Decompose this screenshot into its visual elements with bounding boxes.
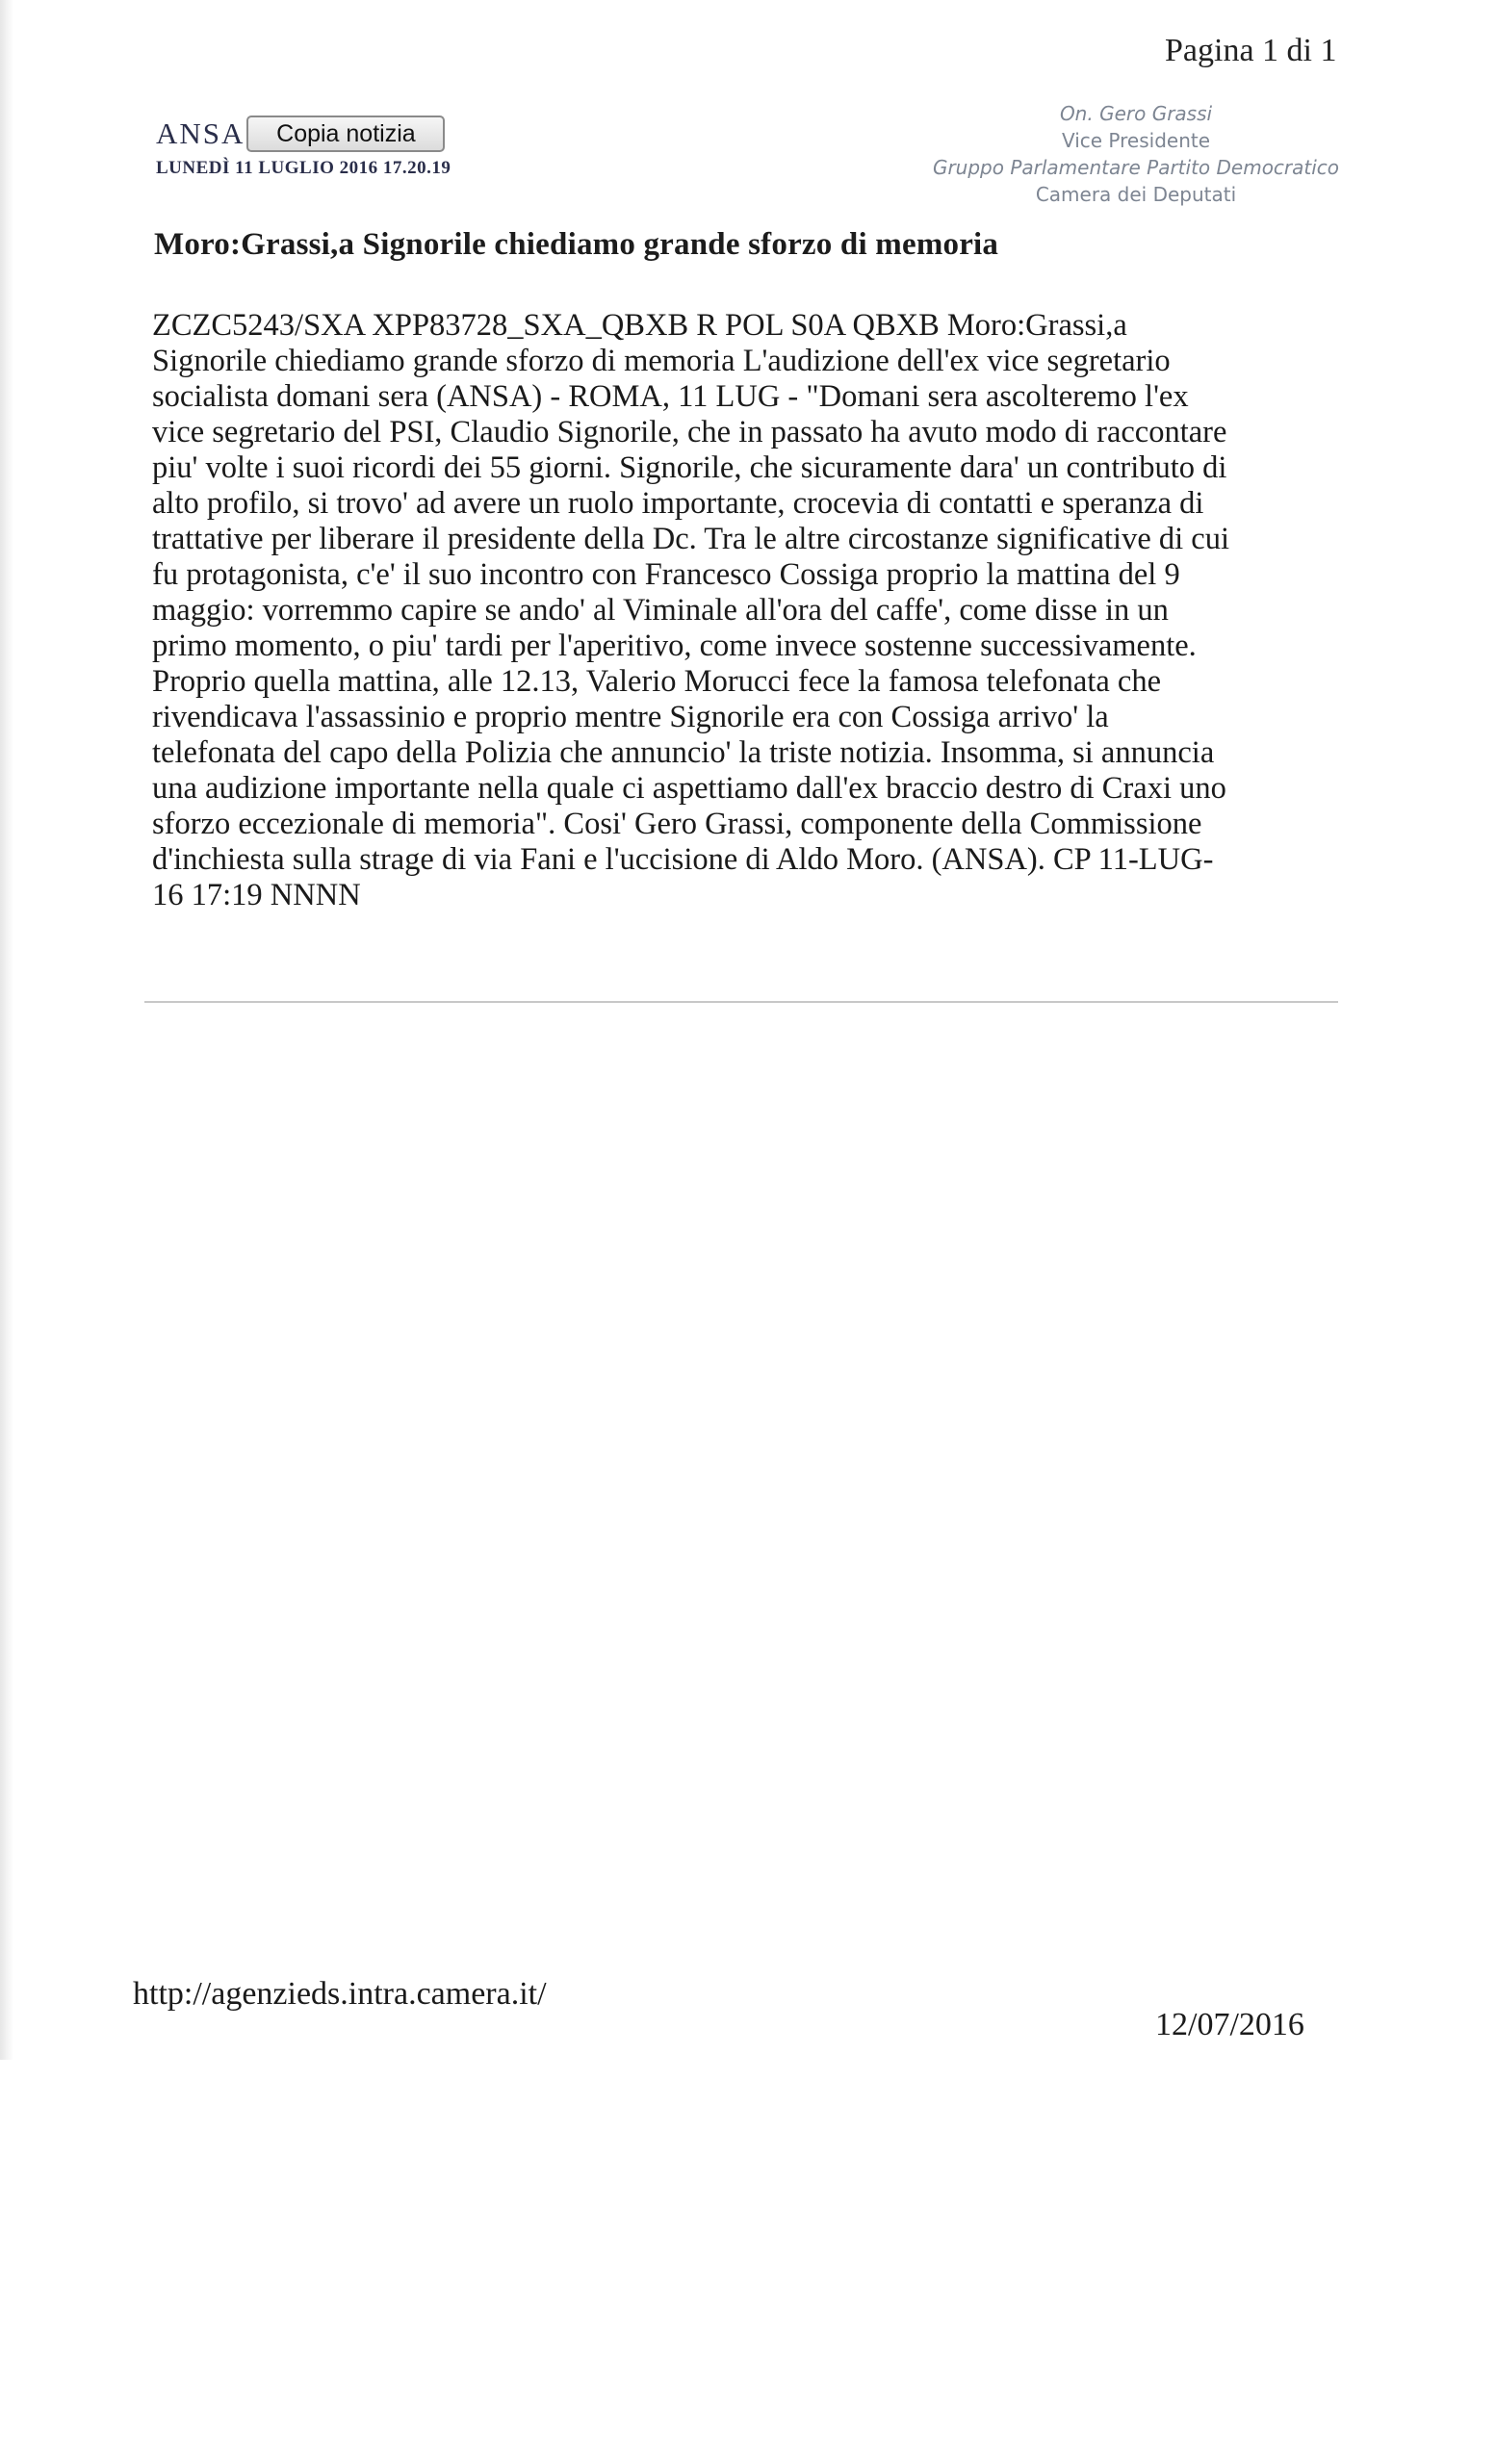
article-line: Signorile chiediamo grande sforzo di memoria L'audizione dell'ex vice segretario [152, 344, 1171, 378]
article-line: fu protagonista, c'e' il suo incontro con Francesco Cossiga proprio la mattina del 9 [152, 557, 1180, 592]
scan-edge-shadow [0, 0, 13, 2060]
ansa-logo-row [156, 116, 451, 152]
page-number: Pagina 1 di 1 [1165, 33, 1337, 68]
article-line: socialista domani sera (ANSA) - ROMA, 11 LUG - "Domani sera ascolteremo l'ex [152, 379, 1189, 414]
article-body [152, 308, 1336, 913]
article-line: alto profilo, si trovo' ad avere un ruolo importante, crocevia di contatti e speranza di [152, 486, 1204, 521]
article-line: maggio: vorremmo capire se ando' al Viminale all'ora del caffe', come disse in un [152, 593, 1169, 628]
article-headline: Moro:Grassi,a Signorile chiediamo grande sforzo di memoria [154, 227, 999, 262]
article-separator [144, 1001, 1338, 1003]
article-line: una audizione importante nella quale ci aspettiamo dall'ex braccio destro di Craxi uno [152, 771, 1226, 806]
footer-url: http://agenzieds.intra.camera.it/ [133, 1976, 547, 2012]
article-line: ZCZC5243/SXA XPP83728_SXA_QBXB R POL S0A QBXB Moro:Grassi,a [152, 308, 1127, 343]
article-line: 16 17:19 NNNN [152, 878, 361, 912]
ansa-header [156, 116, 451, 179]
article-line: piu' volte i suoi ricordi dei 55 giorni. Signorile, che sicuramente dara' un contributo di [152, 450, 1227, 485]
article-line: Proprio quella mattina, alle 12.13, Valerio Morucci fece la famosa telefonata che [152, 664, 1162, 699]
deputy-stamp [924, 100, 1348, 208]
article-line: primo momento, o piu' tardi per l'aperitivo, come invece sostenne successivamente. [152, 629, 1197, 663]
copy-news-button[interactable]: Copia notizia [246, 116, 445, 152]
article-line: sforzo eccezionale di memoria". Cosi' Gero Grassi, componente della Commissione [152, 807, 1202, 841]
article-line: vice segretario del PSI, Claudio Signorile, che in passato ha avuto modo di raccontare [152, 415, 1227, 449]
news-datetime: LUNEDÌ 11 LUGLIO 2016 17.20.19 [156, 158, 451, 178]
article-line: trattative per liberare il presidente della Dc. Tra le altre circostanze significative di cui [152, 522, 1229, 556]
stamp-role: Vice Presidente [1061, 129, 1211, 152]
stamp-chamber: Camera dei Deputati [1035, 183, 1237, 206]
article-line: rivendicava l'assassinio e proprio mentre Signorile era con Cossiga arrivo' la [152, 700, 1109, 734]
article-line: telefonata del capo della Polizia che annuncio' la triste notizia. Insomma, si annuncia [152, 735, 1215, 770]
ansa-logo: ANSA [156, 116, 245, 150]
stamp-group: Gruppo Parlamentare Partito Democratico [932, 156, 1340, 179]
stamp-name: On. Gero Grassi [1059, 102, 1213, 125]
article-line: d'inchiesta sulla strage di via Fani e l'uccisione di Aldo Moro. (ANSA). CP 11-LUG- [152, 842, 1214, 877]
footer-date: 12/07/2016 [1155, 2007, 1304, 2042]
